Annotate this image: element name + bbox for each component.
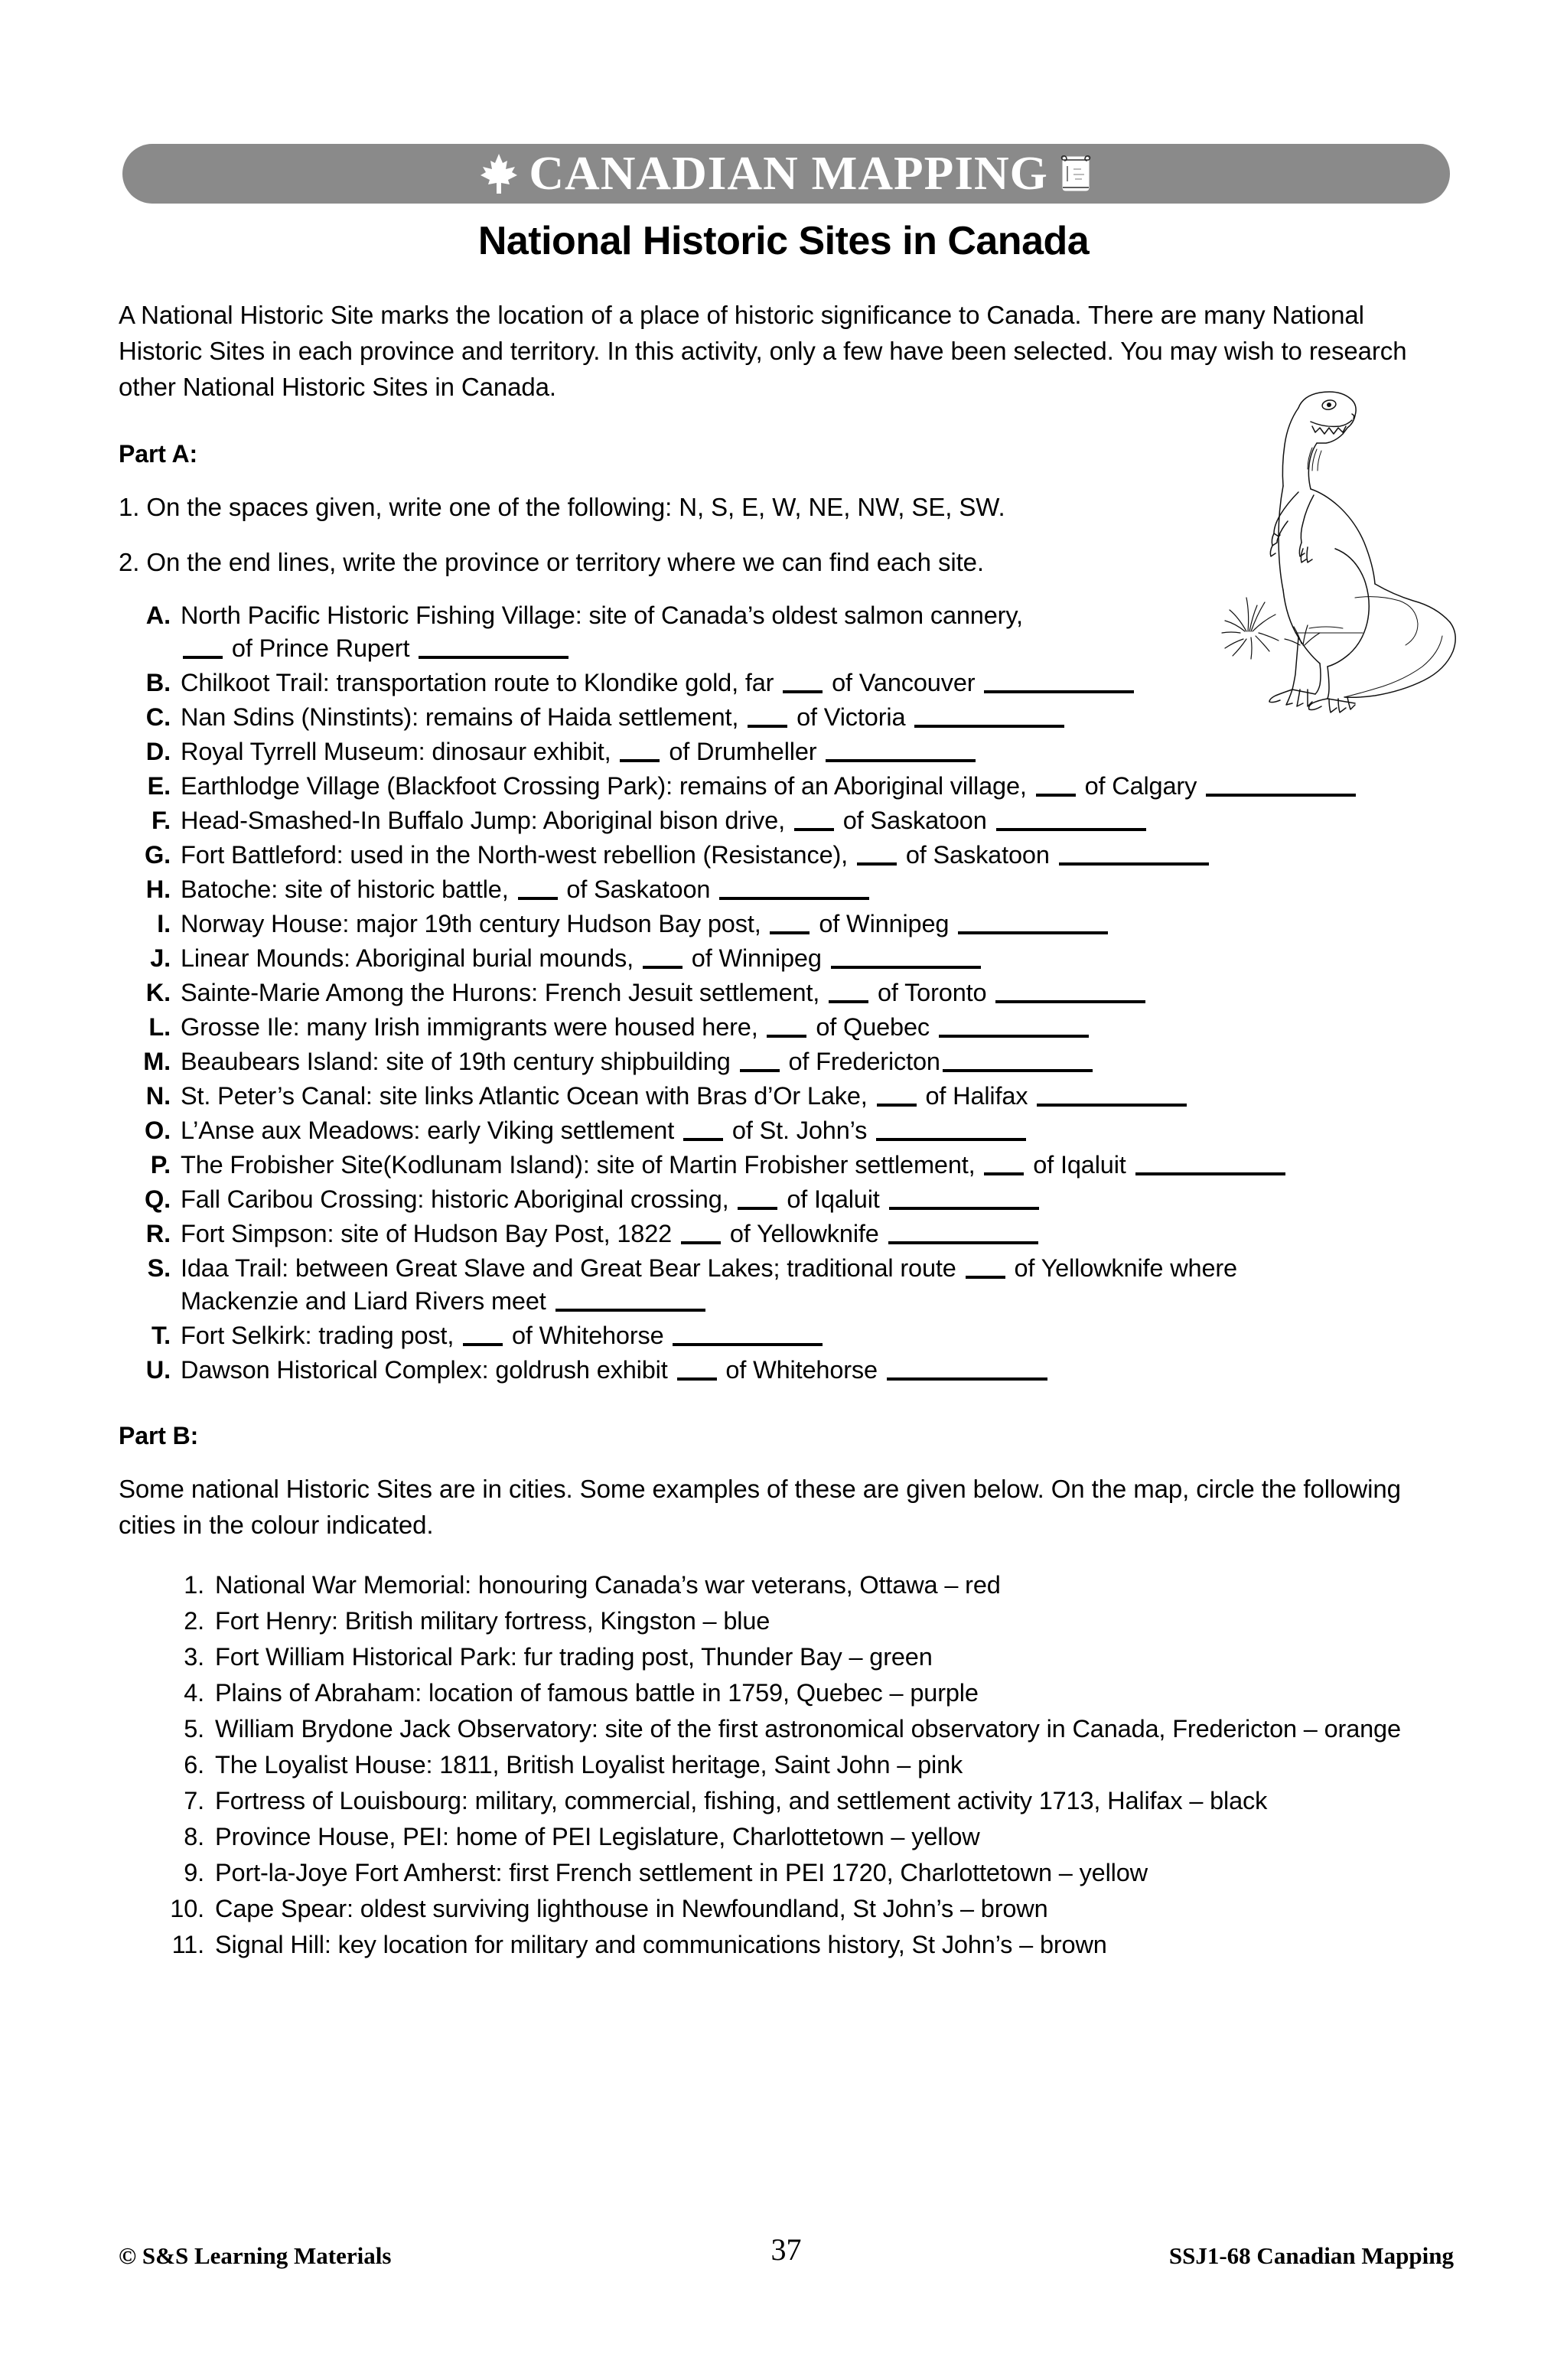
direction-blank[interactable] [748,704,787,728]
part-b-intro: Some national Historic Sites are in cities. Some examples of these are given below. On the map, circle the following cities in the colour indicated. [119,1475,1401,1539]
item-text-after: of Iqaluit [787,1185,880,1213]
item-text: Fort Henry: British military fortress, Kingston – blue [215,1607,770,1635]
item-text-continued: Mackenzie and Liard Rivers meet [181,1287,546,1315]
item-marker: U. [145,1356,171,1384]
list-item [163,1784,1454,1818]
worksheet-content [119,297,1454,1964]
list-item [135,908,1454,941]
item-text-after: of Iqaluit [1033,1151,1126,1179]
item-marker: J. [150,944,171,972]
province-blank[interactable] [419,635,568,659]
item-marker: T. [151,1322,171,1349]
part-a-label: Part A: [119,440,198,468]
item-text-before: Fort Battleford: used in the North-west rebellion (Resistance), [181,841,849,869]
province-blank[interactable] [889,1186,1039,1210]
item-text-after: of Winnipeg [819,910,950,937]
item-text-before: L’Anse aux Meadows: early Viking settlement [181,1117,675,1144]
item-body [181,667,1454,699]
direction-blank[interactable] [857,842,897,866]
province-blank[interactable] [984,670,1134,693]
list-item [135,942,1454,975]
province-blank[interactable] [1135,1152,1285,1175]
item-marker: O. [144,1117,171,1144]
item-body [181,1011,1454,1044]
item-marker: G. [144,841,171,869]
footer-product-code: SSJ1-68 Canadian Mapping [1168,2242,1454,2269]
direction-blank[interactable] [681,1221,721,1244]
item-body [181,976,1454,1009]
item-text-before: The Frobisher Site(Kodlunam Island): site of Martin Frobisher settlement, [181,1151,976,1179]
item-marker: 8. [184,1823,204,1850]
item-text-before: Sainte-Marie Among the Hurons: French Jesuit settlement, [181,979,820,1006]
item-marker: B. [145,669,171,696]
direction-blank[interactable] [677,1357,717,1381]
list-item [135,1080,1454,1113]
item-body [181,804,1454,837]
province-blank[interactable] [943,1048,1093,1072]
province-blank[interactable] [555,1288,705,1312]
item-body [181,1183,1454,1216]
item-body [181,735,1454,768]
item-body [181,908,1454,941]
intro-paragraph: A National Historic Site marks the location of a place of historic significance to Canada. There are many National Historic Sites in each province and territory. In this activity, only a few have been selected. You may wish to research other National Historic Sites in Canada. [119,301,1407,401]
page-number: 37 [770,2232,802,2267]
part-b-label: Part B: [119,1422,199,1449]
item-body [181,599,1454,665]
list-item [135,1354,1454,1387]
province-blank[interactable] [1037,1083,1187,1107]
province-blank[interactable] [996,807,1146,831]
page-title: National Historic Sites in Canada [477,219,1090,263]
list-item [135,599,1454,665]
item-text: Cape Spear: oldest surviving lighthouse in Newfoundland, St John’s – brown [215,1895,1048,1922]
list-item [135,770,1454,803]
item-text-after: of Halifax [925,1082,1028,1110]
list-item [135,701,1454,734]
direction-blank[interactable] [1036,773,1076,797]
item-text: Port-la-Joye Fort Amherst: first French settlement in PEI 1720, Charlottetown – yellow [215,1859,1148,1886]
item-text-after: of Yellowknife where [1014,1254,1237,1282]
item-text: William Brydone Jack Observatory: site of the first astronomical observatory in Canada, Fredericton – orange [215,1715,1401,1743]
province-blank[interactable] [939,1014,1089,1038]
item-text-after: of Toronto [877,979,987,1006]
direction-blank[interactable] [738,1186,777,1210]
item-text: Province House, PEI: home of PEI Legislature, Charlottetown – yellow [215,1823,980,1850]
list-item [163,1712,1454,1746]
item-text-before: Fort Simpson: site of Hudson Bay Post, 1822 [181,1220,673,1247]
item-body [181,701,1454,734]
direction-blank[interactable] [794,807,834,831]
list-item [135,1218,1454,1250]
direction-blank[interactable] [783,670,823,693]
item-marker: 3. [184,1643,204,1671]
item-marker: D. [145,738,171,765]
item-text-before: Nan Sdins (Ninstints): remains of Haida settlement, [181,703,739,731]
item-text-after: of Calgary [1084,772,1197,800]
list-item [163,1568,1454,1602]
item-marker: I. [157,910,171,937]
item-text-before: Fort Selkirk: trading post, [181,1322,454,1349]
item-body [181,1218,1454,1250]
item-body [181,1354,1454,1387]
item-text-before: Batoche: site of historic battle, [181,875,509,903]
province-blank[interactable] [673,1322,823,1346]
list-item [135,804,1454,837]
list-item [135,839,1454,872]
item-text-after: of Prince Rupert [231,634,410,662]
list-item [135,1252,1454,1318]
item-marker: F. [151,807,171,834]
item-marker: 4. [184,1679,204,1707]
direction-blank[interactable] [829,980,868,1003]
list-item [135,1149,1454,1182]
list-item [163,1676,1454,1710]
page-footer [119,2232,1454,2270]
direction-blank[interactable] [966,1255,1005,1279]
list-item [135,1183,1454,1216]
list-item [163,1604,1454,1638]
item-body [181,1045,1454,1078]
list-item [135,976,1454,1009]
province-blank[interactable] [719,876,869,900]
item-text-before: Beaubears Island: site of 19th century shipbuilding [181,1048,731,1075]
item-body [181,942,1454,975]
item-marker: Q. [144,1185,171,1213]
direction-blank[interactable] [518,876,558,900]
item-text: Signal Hill: key location for military and communications history, St John’s – brown [215,1931,1107,1958]
item-text-after: of Winnipeg [691,944,822,972]
item-text-after: of Yellowknife [729,1220,879,1247]
item-text-before: Grosse Ile: many Irish immigrants were housed here, [181,1013,758,1041]
item-text: Fort William Historical Park: fur trading post, Thunder Bay – green [215,1643,933,1671]
list-item [163,1928,1454,1962]
province-blank[interactable] [1206,773,1356,797]
list-item [135,735,1454,768]
item-text-before: Head-Smashed-In Buffalo Jump: Aboriginal bison drive, [181,807,785,834]
item-text-before: Fall Caribou Crossing: historic Aboriginal crossing, [181,1185,729,1213]
direction-blank[interactable] [740,1048,780,1072]
item-body [181,873,1454,906]
item-marker: N. [145,1082,171,1110]
item-text-before: St. Peter’s Canal: site links Atlantic Ocean with Bras d’Or Lake, [181,1082,868,1110]
list-item [135,1114,1454,1147]
header-banner [122,144,1450,204]
list-item [135,1319,1454,1352]
item-body [181,1080,1454,1113]
item-text-after: of Whitehorse [511,1322,664,1349]
item-text: Fortress of Louisbourg: military, commercial, fishing, and settlement activity 1713, Halifax – black [215,1787,1268,1814]
item-marker: S. [147,1254,171,1282]
direction-blank[interactable] [767,1014,806,1038]
list-item [135,873,1454,906]
item-marker: 2. [184,1607,204,1635]
direction-blank[interactable] [183,635,223,659]
part-a-list [135,599,1454,1387]
item-marker: A. [145,602,171,629]
maple-leaf-icon [479,152,519,195]
item-text-before: Dawson Historical Complex: goldrush exhibit [181,1356,668,1384]
item-marker: 5. [184,1715,204,1743]
item-body [181,1149,1454,1182]
item-marker: 10. [170,1895,204,1922]
direction-blank[interactable] [877,1083,917,1107]
item-marker: M. [143,1048,171,1075]
item-body [181,839,1454,872]
footer-copyright: © S&S Learning Materials [119,2242,392,2269]
part-a-instruction-2: 2. On the end lines, write the province or territory where we can find each site. [119,548,984,576]
item-marker: P. [150,1151,171,1179]
item-text-after: of Victoria [797,703,906,731]
part-b-list [163,1568,1454,1962]
item-text: The Loyalist House: 1811, British Loyalist heritage, Saint John – pink [215,1751,963,1778]
direction-blank[interactable] [463,1322,503,1346]
item-body [181,1319,1454,1352]
item-body [181,1252,1454,1318]
list-item [163,1892,1454,1926]
province-blank[interactable] [831,945,981,969]
direction-blank[interactable] [683,1117,723,1141]
item-marker: 1. [184,1571,204,1599]
item-marker: C. [145,703,171,731]
list-item [163,1640,1454,1674]
list-item [135,667,1454,699]
item-text-after: of St. John’s [731,1117,868,1144]
item-text: Plains of Abraham: location of famous battle in 1759, Quebec – purple [215,1679,979,1707]
province-blank[interactable] [958,911,1108,934]
item-marker: L. [148,1013,171,1041]
item-text-after: of Drumheller [669,738,817,765]
item-marker: 9. [184,1859,204,1886]
item-body [181,770,1454,803]
province-blank[interactable] [887,1357,1047,1381]
part-a-instruction-1: 1. On the spaces given, write one of the following: N, S, E, W, NE, NW, SE, SW. [119,493,1005,521]
item-marker: H. [145,875,171,903]
item-marker: 11. [171,1931,204,1958]
item-text-after: of Fredericton [788,1048,940,1075]
item-text-after: of Saskatoon [905,841,1050,869]
item-marker: E. [147,772,171,800]
item-text-before: Royal Tyrrell Museum: dinosaur exhibit, [181,738,611,765]
item-text-before: Idaa Trail: between Great Slave and Great Bear Lakes; traditional route [181,1254,956,1282]
direction-blank[interactable] [643,945,683,969]
province-blank[interactable] [995,980,1145,1003]
list-item [163,1856,1454,1890]
list-item [163,1748,1454,1782]
list-item [135,1011,1454,1044]
province-blank[interactable] [888,1221,1038,1244]
list-item [135,1045,1454,1078]
direction-blank[interactable] [770,911,810,934]
item-text-before: Linear Mounds: Aboriginal burial mounds, [181,944,634,972]
province-blank[interactable] [826,738,976,762]
banner-title: CANADIAN MAPPING [529,148,1048,200]
list-item [163,1820,1454,1854]
item-marker: 7. [184,1787,204,1814]
item-text-after: of Saskatoon [842,807,987,834]
scroll-map-icon [1058,154,1093,194]
direction-blank[interactable] [984,1152,1024,1175]
item-text-before: Earthlodge Village (Blackfoot Crossing Park): remains of an Aboriginal village, [181,772,1027,800]
item-marker: R. [145,1220,171,1247]
item-text-before: Norway House: major 19th century Hudson Bay post, [181,910,761,937]
item-text-after: of Saskatoon [566,875,711,903]
item-marker: K. [145,979,171,1006]
item-text-after: of Vancouver [832,669,976,696]
direction-blank[interactable] [620,738,660,762]
item-text-after: of Quebec [816,1013,930,1041]
province-blank[interactable] [914,704,1064,728]
province-blank[interactable] [876,1117,1026,1141]
item-marker: 6. [184,1751,204,1778]
item-text-after: of Whitehorse [725,1356,878,1384]
province-blank[interactable] [1059,842,1209,866]
item-text-before: North Pacific Historic Fishing Village: site of Canada’s oldest salmon cannery, [181,602,1023,629]
item-text: National War Memorial: honouring Canada’s war veterans, Ottawa – red [215,1571,1001,1599]
item-body [181,1114,1454,1147]
item-text-before: Chilkoot Trail: transportation route to Klondike gold, far [181,669,774,696]
